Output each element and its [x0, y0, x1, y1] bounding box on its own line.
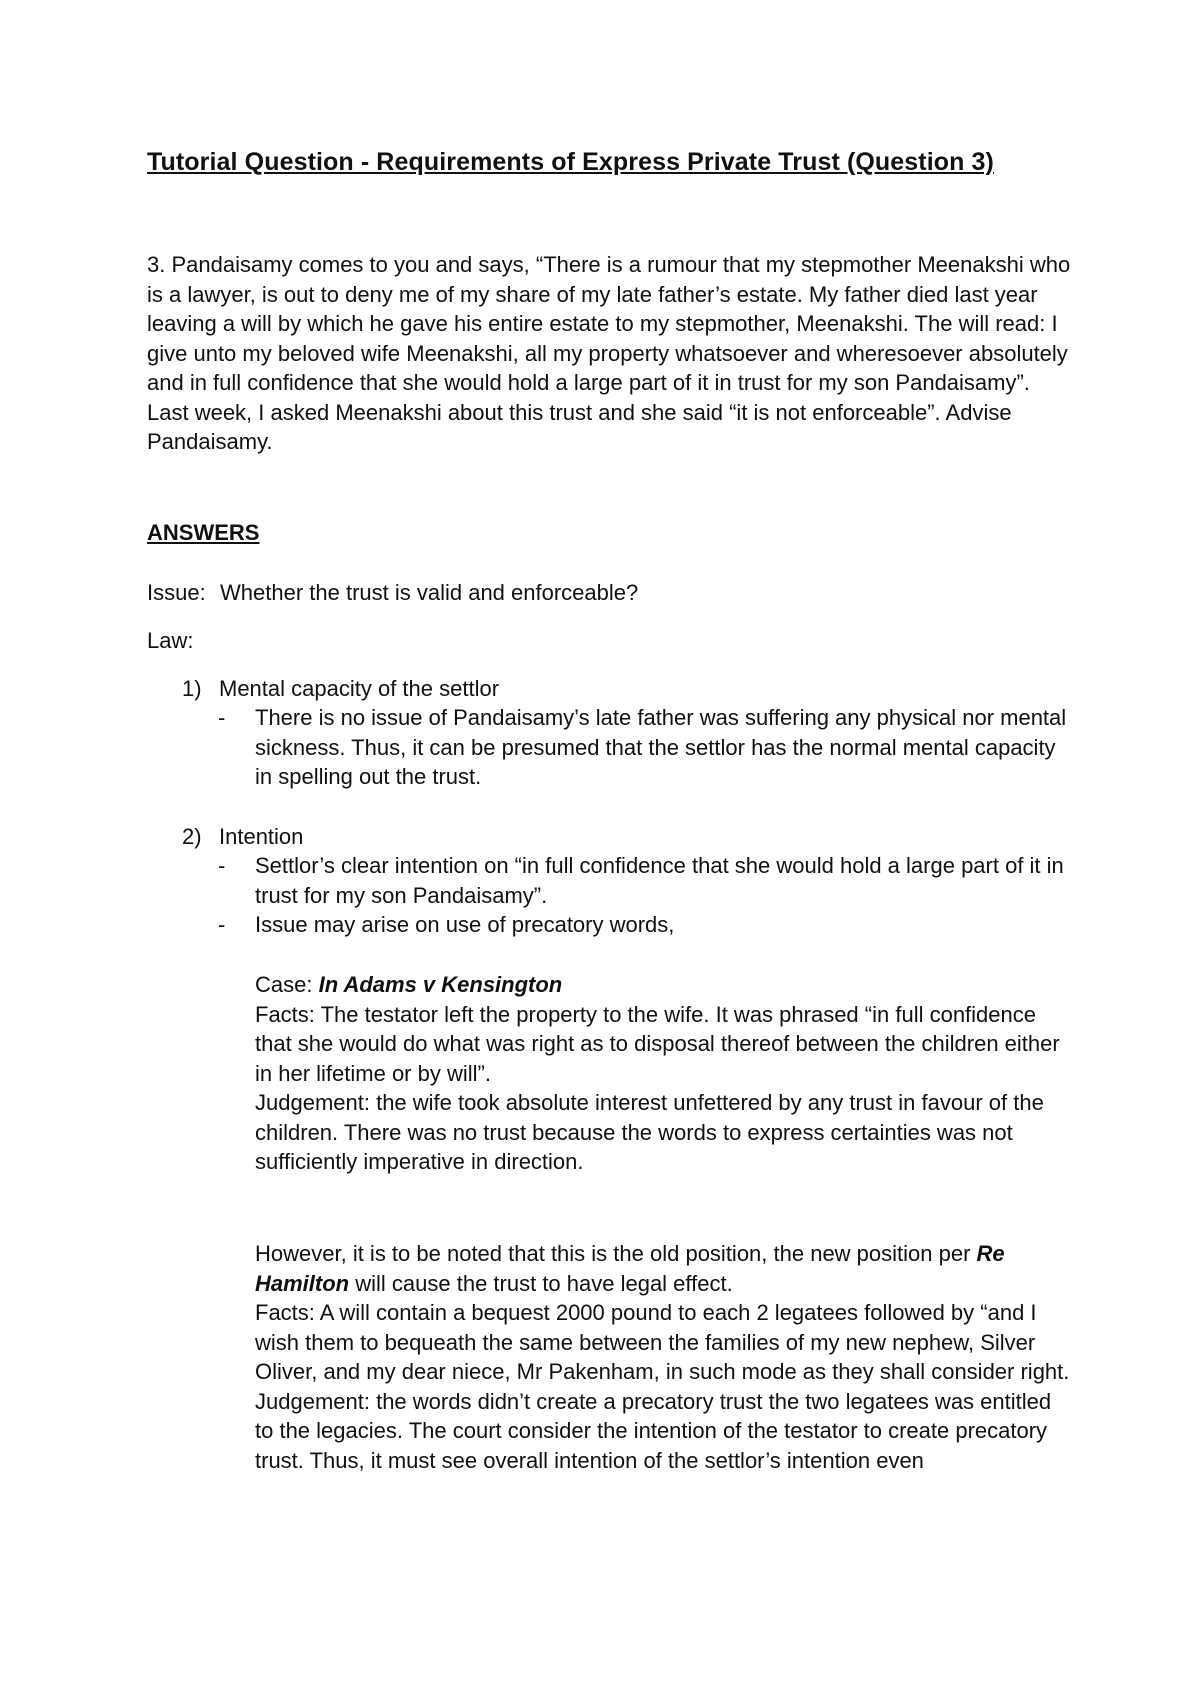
bullet-text: Settlor’s clear intention on “in full confidence that she would hold a large part of it in trust for my son Pandaisamy”. [255, 853, 1064, 908]
case-name: Re Hamilton [255, 1241, 1005, 1296]
law-item-intention [182, 824, 303, 850]
bullet-text: There is no issue of Pandaisamy’s late father was suffering any physical nor mental sickness. Thus, it can be presumed that the settlor has the normal mental capacity in spelling out the trust. [255, 705, 1067, 789]
law-item-label: Intention [219, 824, 304, 849]
bullet-point [218, 703, 1068, 792]
case-adams-block [255, 970, 1075, 1177]
dash-marker: - [218, 705, 226, 730]
case-prefix: Case: [255, 972, 319, 997]
mental-capacity-points [218, 703, 1068, 792]
case-intro [255, 1239, 1075, 1298]
issue-label: Issue: [147, 580, 206, 605]
case-name: In Adams v Kensington [318, 972, 563, 997]
intention-points [218, 851, 1068, 940]
case-intro-before: However, it is to be noted that this is the old position, the new position per [255, 1241, 977, 1266]
question-text: 3. Pandaisamy comes to you and says, “There is a rumour that my stepmother Meenakshi who is a lawyer, is out to deny me of my share of my late father’s estate. My father died last year leaving a will by which he gave his entire estate to my stepmother, Meenakshi. The will read: I give unto my beloved wife Meenakshi, all my property whatsoever and wheresoever absolutely and in full confidence that she would hold a large part of it in trust for my son Pandaisamy”. Last week, I asked Meenakshi about this trust and she said “it is not enforceable”. Advise Pandaisamy. [147, 252, 1071, 454]
dash-marker: - [218, 912, 226, 937]
issue-line [147, 580, 638, 606]
case-facts: Facts: The testator left the property to the wife. It was phrased “in full confidence that she would do what was right as to disposal thereof between the children either in her lifetime or by will”. [255, 1001, 1060, 1086]
answers-heading: ANSWERS [147, 520, 260, 545]
issue-text: Whether the trust is valid and enforceable? [220, 580, 639, 605]
page-title: Tutorial Question - Requirements of Express Private Trust (Question 3) [147, 148, 994, 176]
law-item-mental-capacity [182, 676, 499, 702]
case-facts: Facts: A will contain a bequest 2000 pound to each 2 legatees followed by “and I wish them to bequeath the same between the families of my new nephew, Silver Oliver, and my dear niece, Mr Pakenham, in such mode as they shall consider right. [255, 1300, 1070, 1384]
law-item-number: 2) [182, 824, 202, 849]
case-heading [255, 970, 1075, 1000]
law-label: Law: [147, 628, 194, 653]
case-judgement: Judgement: the words didn’t create a precatory trust the two legatees was entitled to the legacies. The court consider the intention of the testator to create precatory trust. Thus, it must see overall intention of the settlor’s intention even [255, 1388, 1052, 1473]
case-judgement: Judgement: the wife took absolute interest unfettered by any trust in favour of the children. There was no trust because the words to express certainties was not sufficiently imperative in direction. [255, 1090, 1044, 1174]
question-paragraph [147, 250, 1077, 457]
dash-marker: - [218, 853, 226, 878]
case-hamilton-block [255, 1239, 1075, 1475]
law-item-label: Mental capacity of the settlor [219, 676, 500, 701]
bullet-point [218, 910, 1068, 940]
case-intro-after: will cause the trust to have legal effect. [349, 1270, 733, 1296]
bullet-text: Issue may arise on use of precatory words, [255, 912, 675, 937]
bullet-point [218, 851, 1068, 910]
law-item-number: 1) [182, 676, 202, 701]
